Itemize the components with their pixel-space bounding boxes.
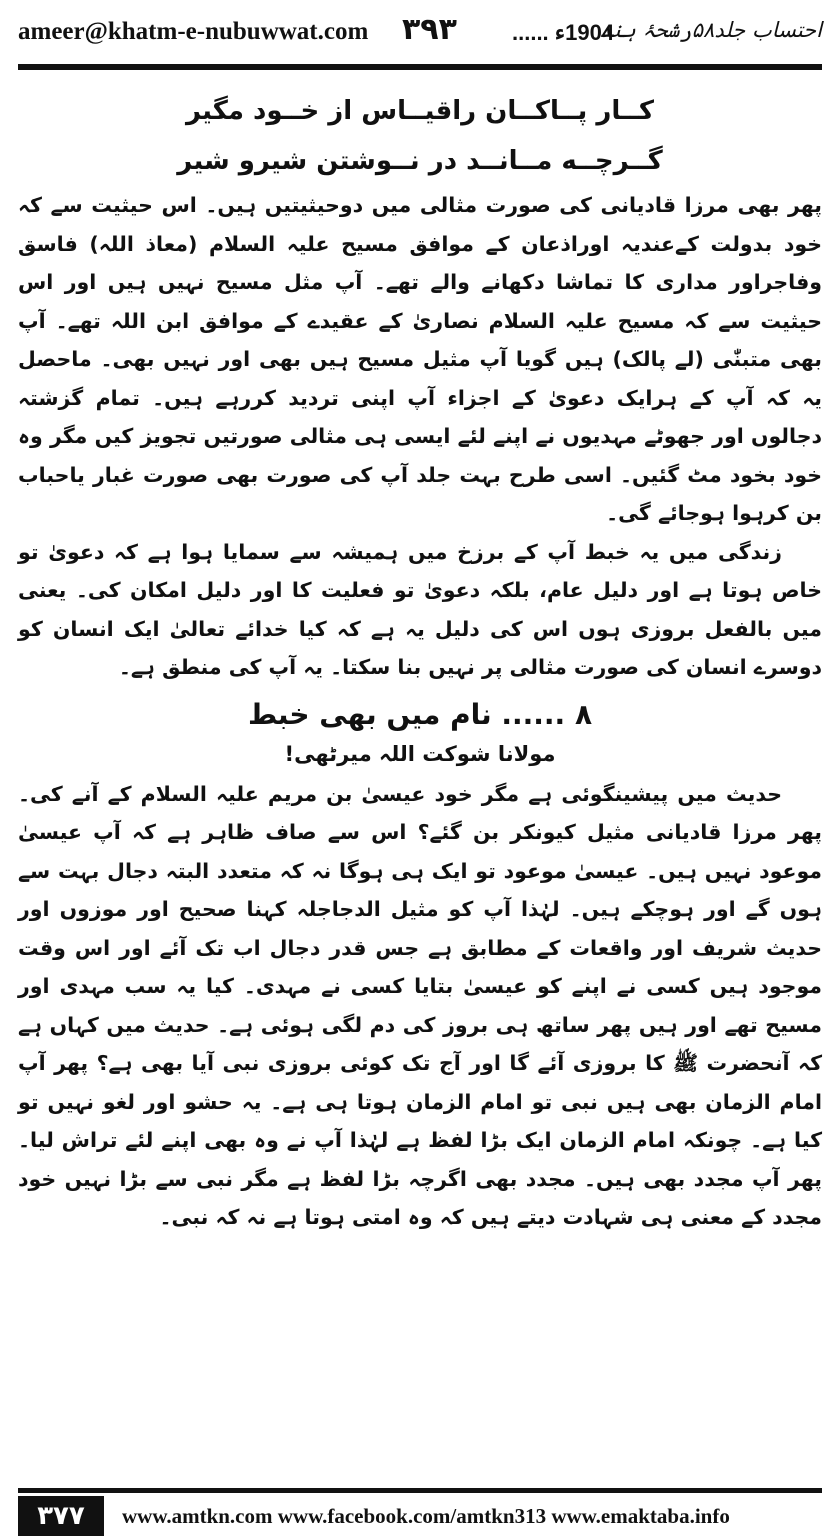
section-heading: ۸ ...... نام میں بھی خبط: [247, 697, 593, 731]
header-journal-title: احتساب جلد۵۸رشحۂ ہند: [598, 18, 822, 42]
body-paragraph-2: زندگی میں یہ خبط آپ کے برزخ میں ہمیشہ سے سمایا ہوا ہے کہ دعویٰ تو خاص ہوتا ہے اور دلیل عام، بلکہ دعویٰ تو فعلیت کا اور دلیل امکان کی۔ یعنی میں بالفعل بروزی ہوں اس کی دلیل یہ ہے کہ کیا خدائے تعالیٰ ایک انسان کو دوسرے انسان کی صورت مثالی پر نہیں بنا سکتا۔ یہ آپ کی منطق ہے۔: [18, 539, 822, 679]
footer-divider: [18, 1488, 822, 1493]
body-paragraph-3: حدیث میں پیشینگوئی ہے مگر خود عیسیٰ بن مریم علیہ السلام کے آنے کی۔ پھر مرزا قادیانی مثیل کیونکر بن گئے؟ اس سے صاف ظاہر ہے کہ آپ عیسیٰ موعود نہیں ہیں۔ عیسیٰ موعود تو ایک ہی ہوگا نہ کہ متعدد البتہ دجال بہت سے ہوں گے اور ہوچکے ہیں۔ لہٰذا آپ کو مثیل الدجاجلہ کہنا صحیح اور موزوں اور حدیث شریف اور واقعات کے مطابق ہے جس قدر دجال اب تک آئے اور اس وقت موجود ہیں کسی نے اپنے کو عیسیٰ بتایا کسی نے مہدی۔ کیا یہ سب مہدی اور مسیح تھے اور ہیں پھر ساتھ ہی بروز کی دم لگی ہوئی ہے۔ حدیث میں کہاں ہے کہ آنحضرت ﷺ کا بروزی آئے گا اور آج تک کوئی بروزی نبی آیا بھی ہے؟ پھر آپ امام الزمان بھی ہیں نبی تو امام الزمان ہوتا ہی ہے۔ یہ حشو اور لغو نہیں تو کیا ہے۔ چونکہ امام الزمان ایک بڑا لفظ ہے لہٰذا آپ نے وہ بھی اپنے لئے تراش لیا۔ پھر آپ مجدد بھی ہیں۔ مجدد بھی اگرچہ بڑا لفظ ہے مگر نبی سے بڑا نہیں خود مجدد کے معنی ہی شہادت دیتے ہیں کہ وہ امتی ہوتا ہے نہ کہ نبی۔: [18, 781, 822, 1229]
header-page-number: ۳۹۳: [402, 12, 457, 47]
page-footer: [18, 1496, 822, 1536]
header-year: 1904ء ......: [512, 20, 615, 45]
footer-page-box: ۳۷۷: [18, 1496, 104, 1536]
footer-links: www.amtkn.com www.facebook.com/amtkn313 www.emaktaba.info: [122, 1504, 730, 1528]
page-body: [18, 86, 822, 1482]
body-paragraph-1: پھر بھی مرزا قادیانی کی صورت مثالی میں دوحیثیتیں ہیں۔ اس حیثیت سے کہ خود بدولت کےعندیہ اوراذعان کے موافق مسیح علیہ السلام (معاذ اللہ) فاسق وفاجراور مداری کا تماشا دکھانے والے تھے۔ آپ مثل مسیح نہیں ہیں اور اس حیثیت سے کہ مسیح علیہ السلام نصاریٰ کے عقیدے کے موافق ابن اللہ تھے۔ آپ بھی متبنّٰی (لے پالک) ہیں گویا آپ مثیل مسیح ہیں بھی اور نہیں بھی۔ ماحصل یہ کہ آپ کے ہرایک دعویٰ کے اجزاء آپ اپنی تردید کررہے ہیں۔ تمام گزشتہ دجالوں اور جھوٹے مہدیوں نے اپنے لئے ایسی ہی مثالی صورتیں تجویز کیں مگر وہ خود بخود مٹ گئیں۔ اسی طرح بہت جلد آپ کی صورت بھی صورت غبار یاحباب بن کرہوا ہوجائے گی۔: [18, 193, 822, 525]
header-email: ameer@khatm-e-nubuwwat.com: [18, 18, 369, 45]
page-header: [18, 12, 822, 52]
verse-line-2: گــرچــه مــانــد در نــوشتن شیرو شیر: [177, 146, 663, 176]
section-author: مولانا شوکت اللہ میرٹھی!: [284, 741, 556, 766]
header-divider: [18, 64, 822, 70]
verse-line-1: کــار پــاکــان راقیــاس از خــود مگیر: [186, 96, 654, 126]
